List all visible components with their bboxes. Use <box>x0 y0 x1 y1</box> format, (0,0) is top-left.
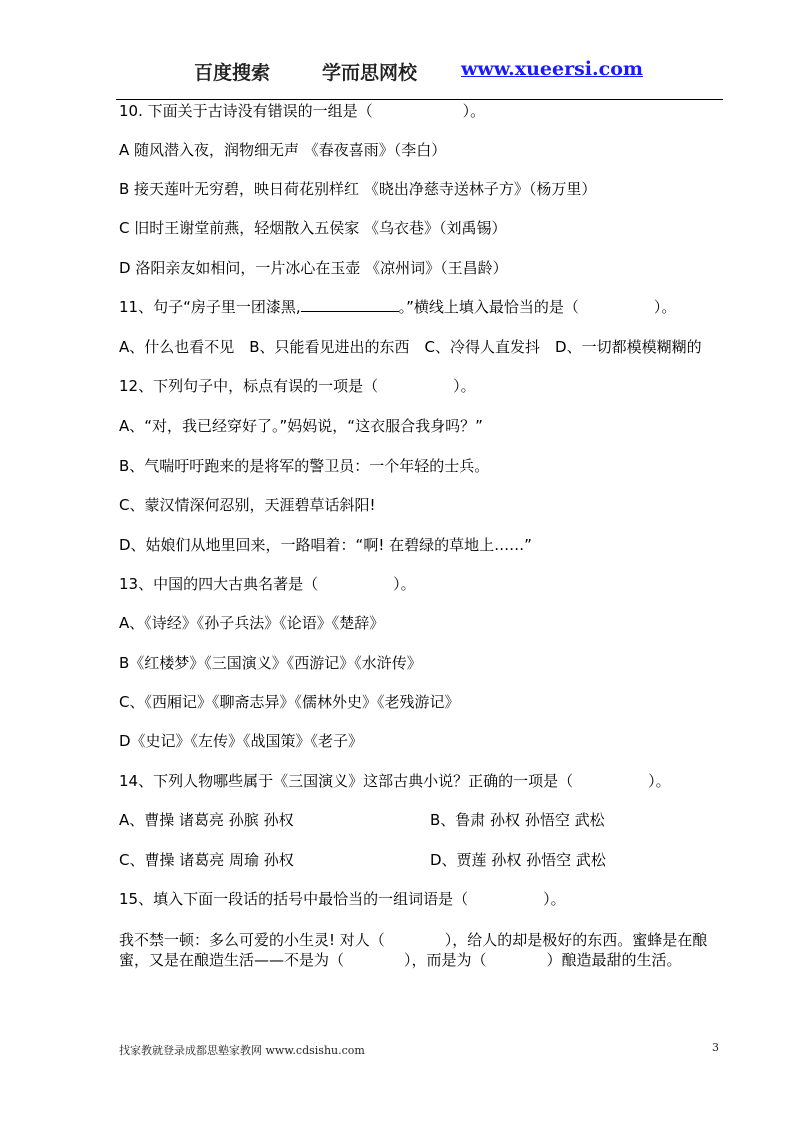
q14-option-b: B、鲁肃 孙权 孙悟空 武松 <box>430 811 605 829</box>
q12-stem: 12、下列句子中，标点有误的一项是（ ）。 <box>119 377 476 395</box>
q11-blank-line <box>301 297 399 312</box>
header-url-link[interactable]: www.xueersi.com <box>461 58 643 80</box>
q12-option-b: B、气喘吁吁跑来的是将军的警卫员：一个年轻的士兵。 <box>119 457 490 475</box>
q13-option-a: A、《诗经》《孙子兵法》《论语》《楚辞》 <box>119 614 385 632</box>
q11-stem <box>119 297 676 317</box>
header-xueersi-name: 学而思网校 <box>322 62 418 84</box>
q11-stem-after: 。”横线上填入最恰当的是（ ）。 <box>398 298 677 316</box>
q13-option-b: B《红楼梦》《三国演义》《西游记》《水浒传》 <box>119 654 422 672</box>
q14-option-c: C、曹操 诸葛亮 周瑜 孙权 <box>119 851 294 869</box>
footer-text: 找家教就登录成都思塾家教网 www.cdsishu.com <box>119 1044 365 1057</box>
q14-stem: 14、下列人物哪些属于《三国演义》这部古典小说？正确的一项是（ ）。 <box>119 772 671 790</box>
q13-stem: 13、中国的四大古典名著是（ ）。 <box>119 575 416 593</box>
q10-option-d: D 洛阳亲友如相问，一片冰心在玉壶 《凉州词》（王昌龄） <box>119 259 508 277</box>
q15-stem: 15、填入下面一段话的括号中最恰当的一组词语是（ ）。 <box>119 890 566 908</box>
header-divider <box>116 99 723 100</box>
q15-passage: 我不禁一顿：多么可爱的小生灵! 对人（ ），给人的却是极好的东西。蜜蜂是在酿蜜，又是在酿造生活——不是为（ ），而是为（ ）酿造最甜的生活。 <box>119 931 708 969</box>
page-header <box>0 58 794 88</box>
q14-option-d: D、贾莲 孙权 孙悟空 武松 <box>430 851 606 869</box>
q13-option-c: C、《西厢记》《聊斋志异》《儒林外史》《老残游记》 <box>119 693 460 711</box>
q12-option-c: C、蒙汉情深何忍别，天涯碧草话斜阳! <box>119 496 376 514</box>
q13-option-d: D《史记》《左传》《战国策》《老子》 <box>119 732 364 750</box>
q14-option-a: A、曹操 诸葛亮 孙膑 孙权 <box>119 811 294 829</box>
page-number: 3 <box>712 1041 719 1054</box>
q10-option-b: B 接天莲叶无穷碧，映日荷花别样红 《晓出净慈寺送林子方》（杨万里） <box>119 180 597 198</box>
q10-option-a: A 随风潜入夜，润物细无声 《春夜喜雨》（李白） <box>119 141 447 159</box>
q10-option-c: C 旧时王谢堂前燕，轻烟散入五侯家 《乌衣巷》（刘禹锡） <box>119 219 507 237</box>
q12-option-d: D、姑娘们从地里回来，一路唱着：“啊! 在碧绿的草地上……” <box>119 536 532 554</box>
q11-stem-before: 11、句子“房子里一团漆黑, <box>119 298 301 316</box>
header-baidu-search: 百度搜索 <box>194 62 271 84</box>
q10-stem: 10. 下面关于古诗没有错误的一组是（ ）。 <box>119 102 486 120</box>
q12-option-a: A、“对，我已经穿好了。”妈妈说，“这衣服合我身吗？” <box>119 417 483 435</box>
q11-options: A、什么也看不见 B、只能看见进出的东西 C、冷得人直发抖 D、一切都模模糊糊的 <box>119 338 702 356</box>
